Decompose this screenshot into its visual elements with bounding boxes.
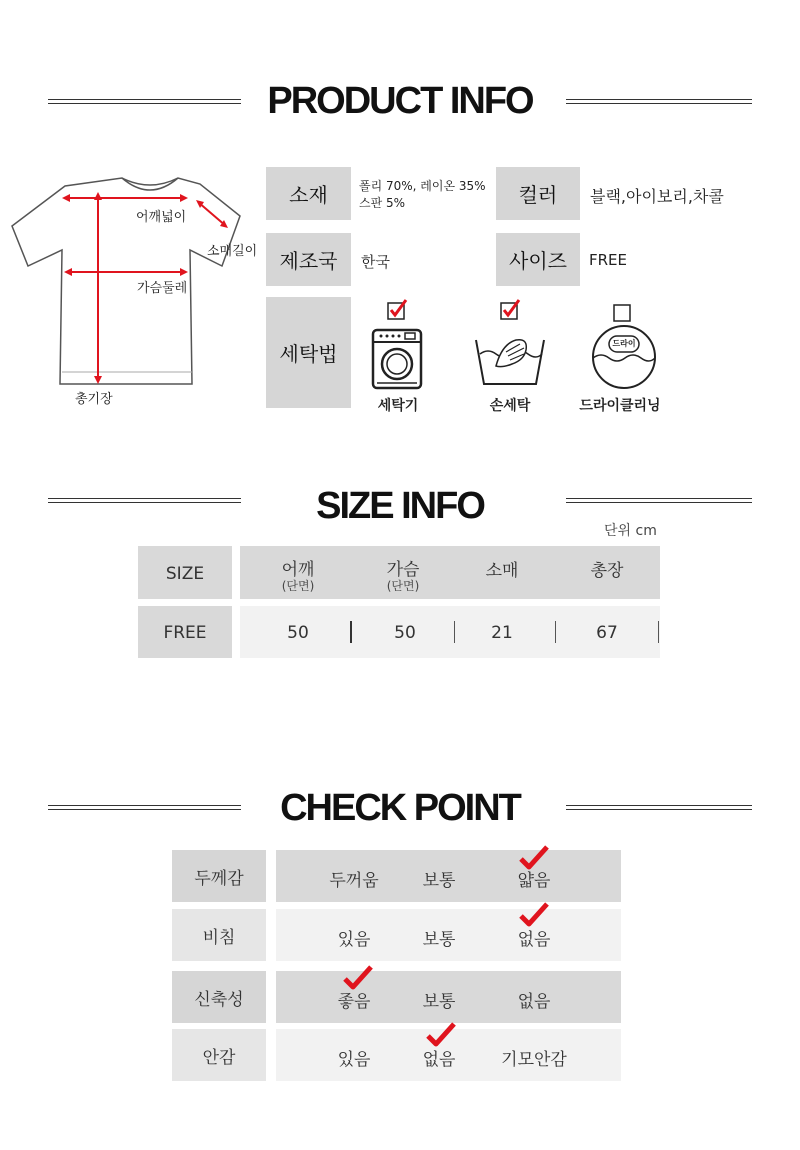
- cp-label-stretch: 신축성: [172, 971, 266, 1023]
- size-label: 사이즈: [496, 233, 580, 286]
- wash-label: 세탁법: [266, 297, 351, 408]
- check-icon: [426, 1022, 456, 1048]
- check-icon: [343, 965, 373, 991]
- color-label: 컬러: [496, 167, 580, 220]
- cp-label-lining: 안감: [172, 1029, 266, 1081]
- title-rule-right: [566, 99, 752, 104]
- unit-note: 단위 cm: [604, 523, 657, 539]
- cp-option: 두꺼움: [329, 871, 379, 891]
- size-col-shoulder: [253, 560, 343, 592]
- col-name: 총장: [590, 561, 624, 581]
- size-value: FREE: [589, 251, 628, 269]
- cp-label-sheerness: 비침: [172, 909, 266, 961]
- size-divider: [454, 621, 455, 643]
- washing-machine-icon: [371, 328, 423, 390]
- cp-option-selected: 좋음: [337, 992, 371, 1012]
- color-value: 블랙,아이보리,차콜: [590, 187, 724, 206]
- size-row-label: FREE: [163, 623, 207, 643]
- check-icon: [519, 845, 549, 871]
- size-col-chest: [358, 560, 448, 592]
- material-label: 소재: [266, 167, 351, 220]
- cp-option: 있음: [337, 930, 371, 950]
- dry-clean-icon-text: 드라이: [612, 339, 636, 348]
- size-divider: [350, 621, 352, 643]
- material-value-line2: 스판 5%: [359, 196, 406, 210]
- hand-wash-icon: [472, 332, 548, 392]
- wash-option-dry: 드라이클리닝: [579, 398, 661, 414]
- size-divider: [658, 621, 659, 643]
- cp-option-selected: 얇음: [517, 871, 551, 891]
- cp-label-thickness: 두께감: [172, 850, 266, 902]
- cp-row-thickness: [276, 850, 621, 902]
- hand-wash-checkbox: [499, 298, 523, 322]
- size-info-title: SIZE INFO: [316, 485, 484, 527]
- wash-option-machine: 세탁기: [377, 398, 419, 414]
- dry-clean-icon: [591, 324, 657, 390]
- size-value-shoulder: 50: [287, 623, 309, 643]
- check-icon: [519, 902, 549, 928]
- check-point-title: CHECK POINT: [280, 787, 520, 829]
- col-sub: (단면): [281, 579, 315, 593]
- size-header-label: SIZE: [165, 564, 205, 584]
- cp-row-sheerness: [276, 909, 621, 961]
- cp-option: 있음: [337, 1050, 371, 1070]
- material-value: [359, 178, 486, 212]
- cp-option-selected: 없음: [422, 1050, 456, 1070]
- size-col-sleeve: [457, 561, 547, 581]
- col-name: 소매: [485, 561, 519, 581]
- size-value-sleeve: 21: [491, 623, 513, 643]
- cp-row-stretch: [276, 971, 621, 1023]
- col-name: 가슴: [386, 560, 420, 580]
- cp-option: 기모안감: [501, 1050, 567, 1070]
- wash-option-hand: 손세탁: [489, 398, 531, 414]
- size-value-chest: 50: [394, 623, 416, 643]
- origin-value: 한국: [361, 253, 390, 271]
- size-divider: [555, 621, 556, 643]
- diagram-label-shoulder: 어깨넓이: [136, 210, 187, 225]
- material-value-line1: 폴리 70%, 레이온 35%: [359, 179, 486, 193]
- title-rule-right: [566, 498, 752, 503]
- cp-option: 보통: [422, 871, 456, 891]
- origin-label: 제조국: [266, 233, 351, 286]
- cp-option: 없음: [517, 992, 551, 1012]
- cp-option: 보통: [422, 930, 456, 950]
- diagram-label-length: 총기장: [75, 392, 113, 407]
- col-sub: (단면): [386, 579, 420, 593]
- diagram-label-sleeve: 소매길이: [207, 244, 258, 259]
- size-col-length: [562, 561, 652, 581]
- size-value-length: 67: [596, 623, 618, 643]
- product-info-title: PRODUCT INFO: [267, 80, 533, 122]
- cp-option-selected: 없음: [517, 930, 551, 950]
- cp-option: 보통: [422, 992, 456, 1012]
- col-name: 어깨: [281, 560, 315, 580]
- title-rule-right: [566, 805, 752, 810]
- machine-wash-checkbox: [386, 298, 410, 322]
- dry-clean-checkbox: [612, 303, 632, 323]
- diagram-label-chest: 가슴둘레: [137, 281, 188, 296]
